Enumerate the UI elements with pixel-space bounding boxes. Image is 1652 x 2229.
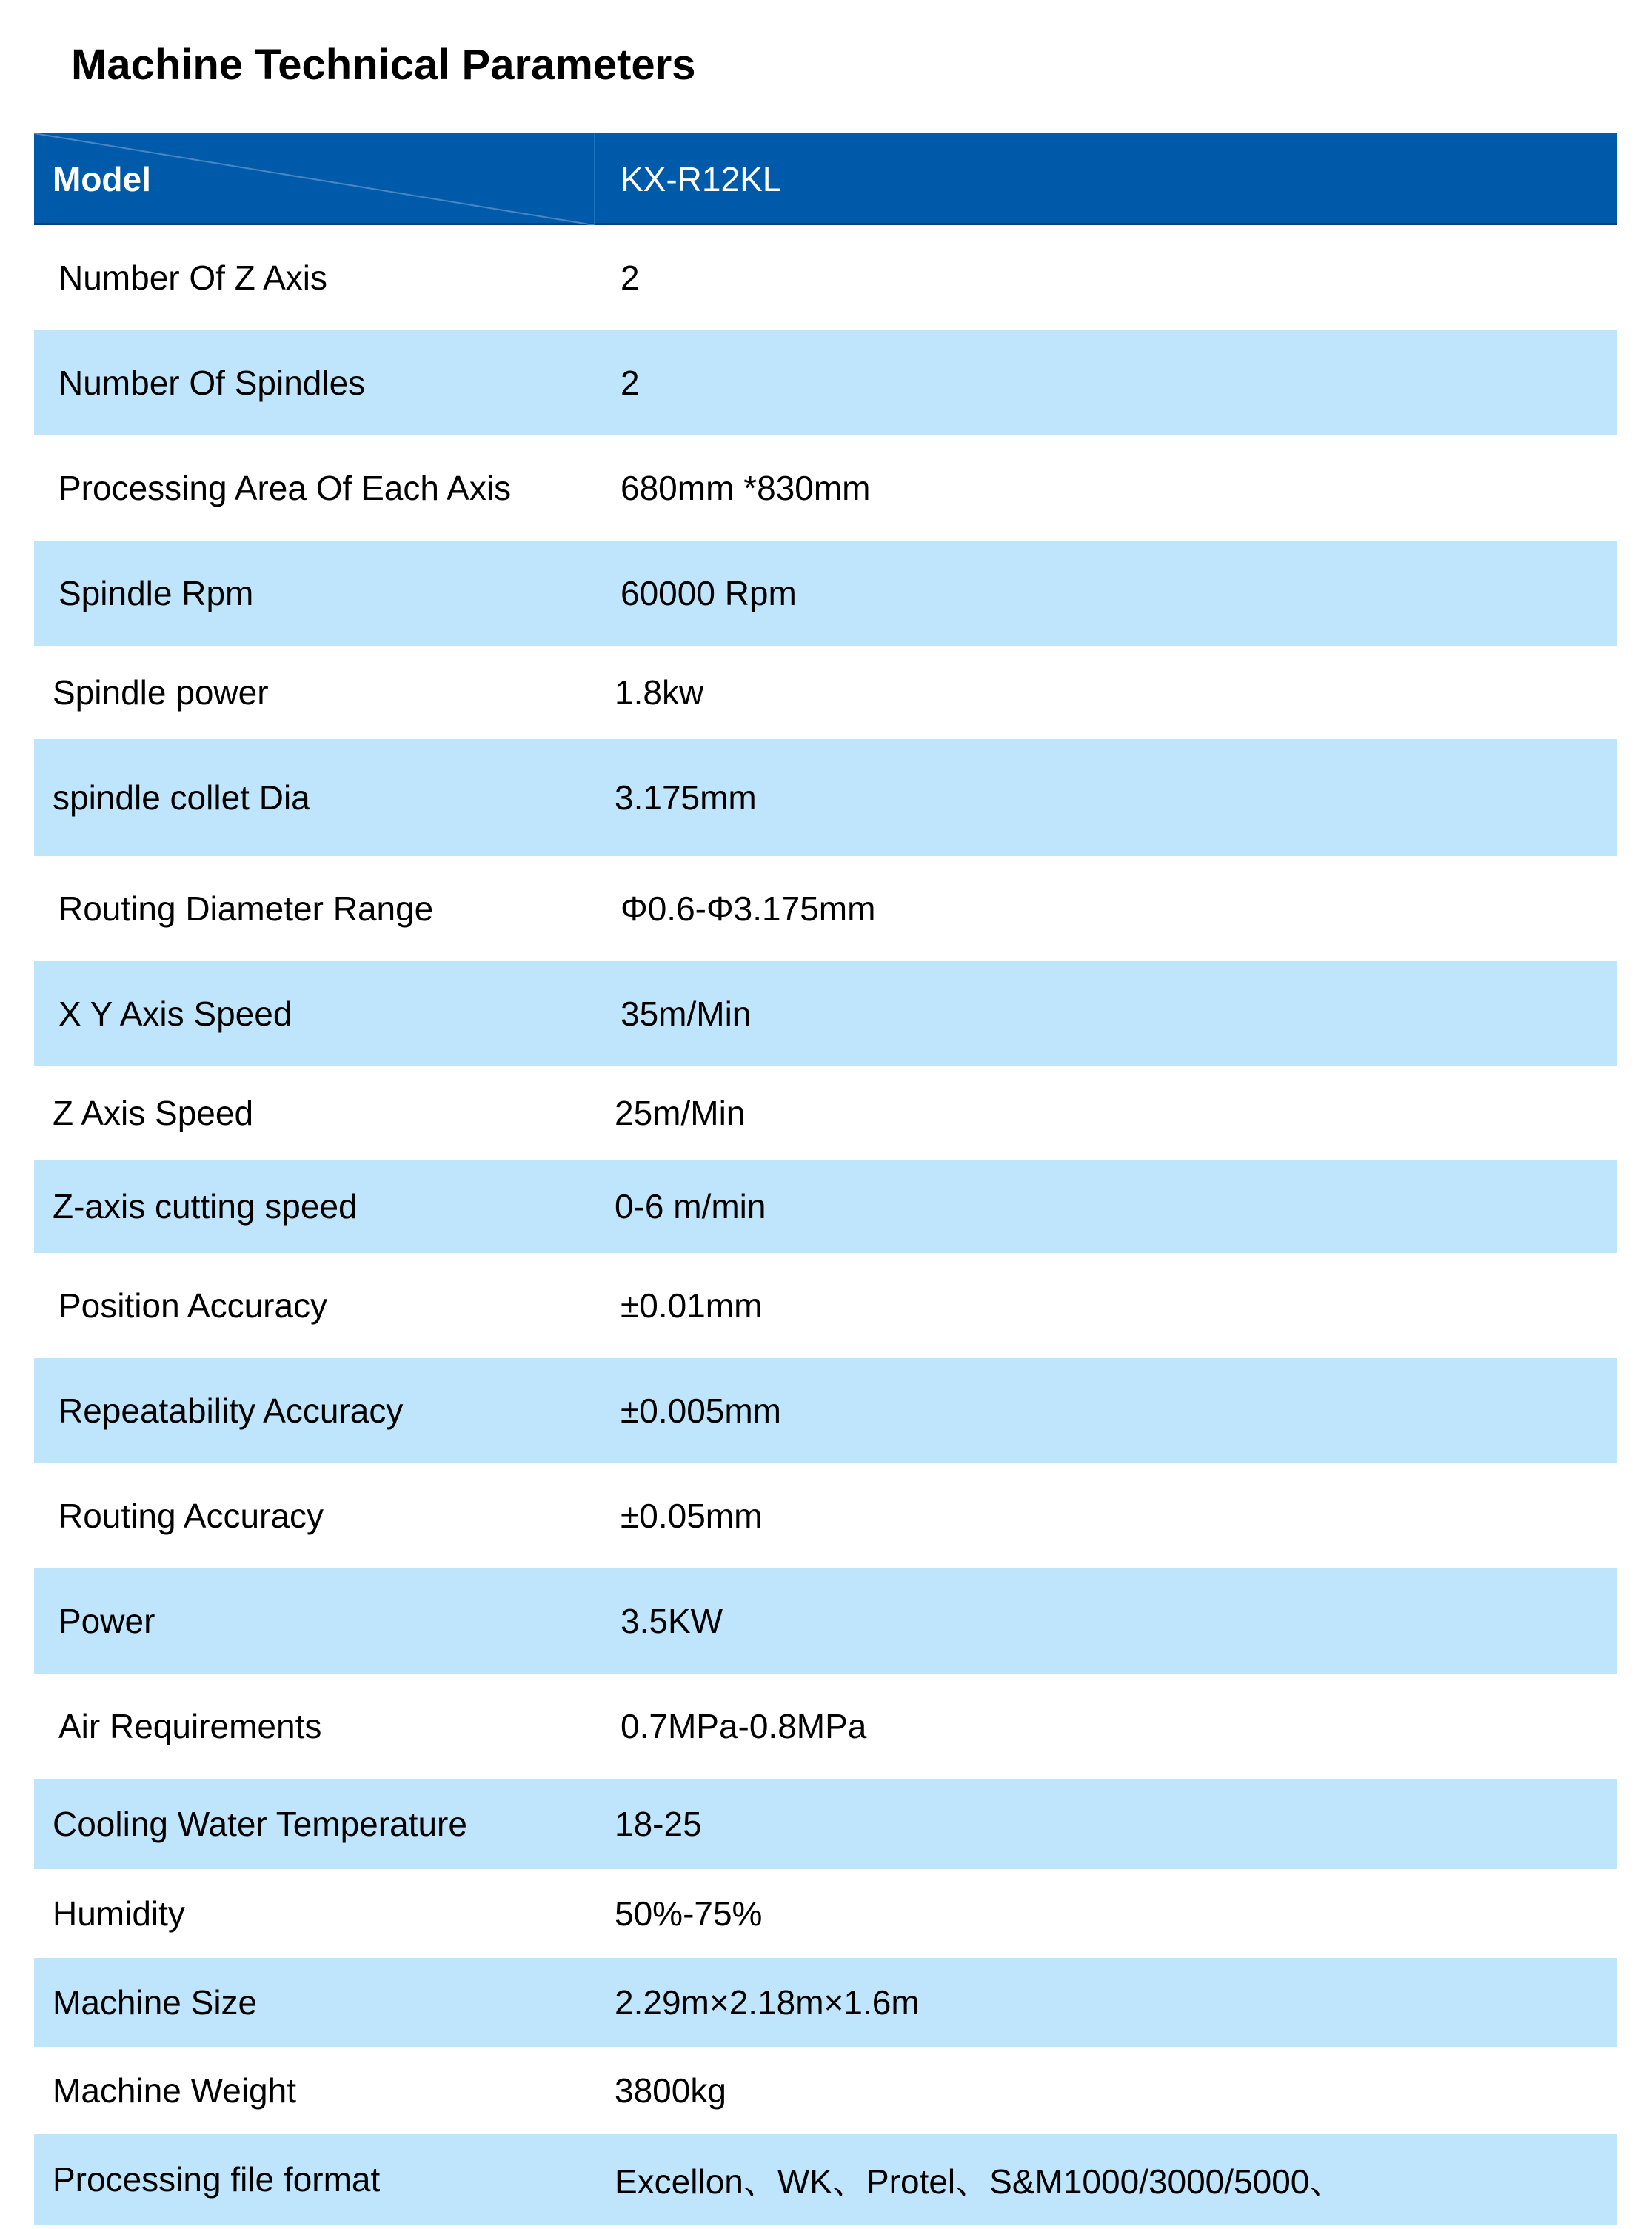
row-value: 50%-75%: [615, 1894, 763, 1933]
row-label: Processing Area Of Each Axis: [58, 469, 512, 507]
row-value: 2: [621, 258, 640, 297]
table-row: [34, 330, 1617, 435]
row-label: Machine Size: [53, 1983, 258, 2022]
row-label: Power: [58, 1602, 155, 1640]
row-value: 3.175mm: [615, 778, 757, 817]
row-label: Position Accuracy: [58, 1286, 328, 1325]
table-row: [34, 1463, 1617, 1568]
row-label: Z Axis Speed: [53, 1094, 254, 1132]
row-value: 35m/Min: [621, 995, 752, 1033]
row-label: Repeatability Accuracy: [58, 1391, 404, 1430]
row-value: 25m/Min: [615, 1094, 746, 1132]
row-label: spindle collet Dia: [53, 778, 310, 817]
row-label: Number Of Z Axis: [58, 258, 327, 297]
row-label: Z-axis cutting speed: [53, 1187, 358, 1226]
table-row: [34, 1674, 1617, 1779]
row-value: ±0.005mm: [621, 1391, 781, 1430]
row-value: ±0.01mm: [621, 1286, 763, 1325]
header-value: KX-R12KL: [621, 160, 782, 198]
table-header-row: [34, 133, 1617, 225]
row-label: Machine Weight: [53, 2071, 296, 2110]
table-row: [34, 2134, 1617, 2225]
row-value: 3.5KW: [621, 1602, 723, 1640]
page-title: Machine Technical Parameters: [71, 41, 696, 89]
row-label: Spindle Rpm: [58, 574, 254, 612]
table-row: [34, 856, 1617, 961]
row-value: 2: [621, 364, 640, 402]
table-row: [34, 1958, 1617, 2047]
table-row: [34, 1869, 1617, 1958]
row-value: 680mm *830mm: [621, 469, 871, 507]
spec-table: [34, 133, 1617, 2225]
row-label: X Y Axis Speed: [58, 995, 292, 1033]
row-value: ±0.05mm: [621, 1497, 763, 1535]
row-label: Humidity: [53, 1894, 185, 1933]
table-row: [34, 1779, 1617, 1869]
header-label: Model: [53, 160, 151, 198]
table-row: [34, 1358, 1617, 1463]
row-value: Φ0.6-Φ3.175mm: [621, 889, 876, 928]
row-value: 60000 Rpm: [621, 574, 797, 612]
row-label: Processing file format: [53, 2160, 381, 2199]
row-label: Air Requirements: [58, 1707, 322, 1745]
table-row: [34, 1253, 1617, 1358]
table-row: [34, 1160, 1617, 1253]
row-value: 0.7MPa-0.8MPa: [621, 1707, 867, 1745]
header-column-divider: [594, 133, 595, 225]
table-row: [34, 541, 1617, 646]
row-label: Routing Diameter Range: [58, 889, 434, 928]
row-label: Spindle power: [53, 673, 269, 712]
table-row: [34, 961, 1617, 1066]
row-value: 18-25: [615, 1805, 702, 1843]
table-row: [34, 739, 1617, 856]
table-row: [34, 435, 1617, 541]
row-label: Routing Accuracy: [58, 1497, 324, 1535]
table-row: [34, 225, 1617, 330]
row-value: 3800kg: [615, 2071, 726, 2110]
table-row: [34, 1568, 1617, 1674]
row-value: Excellon、WK、Protel、S&M1000/3000/5000、: [615, 2162, 1344, 2201]
table-row: [34, 646, 1617, 739]
table-row: [34, 2047, 1617, 2134]
table-row: [34, 1066, 1617, 1160]
row-value: 2.29m×2.18m×1.6m: [615, 1983, 920, 2022]
row-value: 1.8kw: [615, 673, 704, 712]
row-label: Number Of Spindles: [58, 364, 366, 402]
row-label: Cooling Water Temperature: [53, 1805, 467, 1843]
row-value: 0-6 m/min: [615, 1187, 766, 1226]
